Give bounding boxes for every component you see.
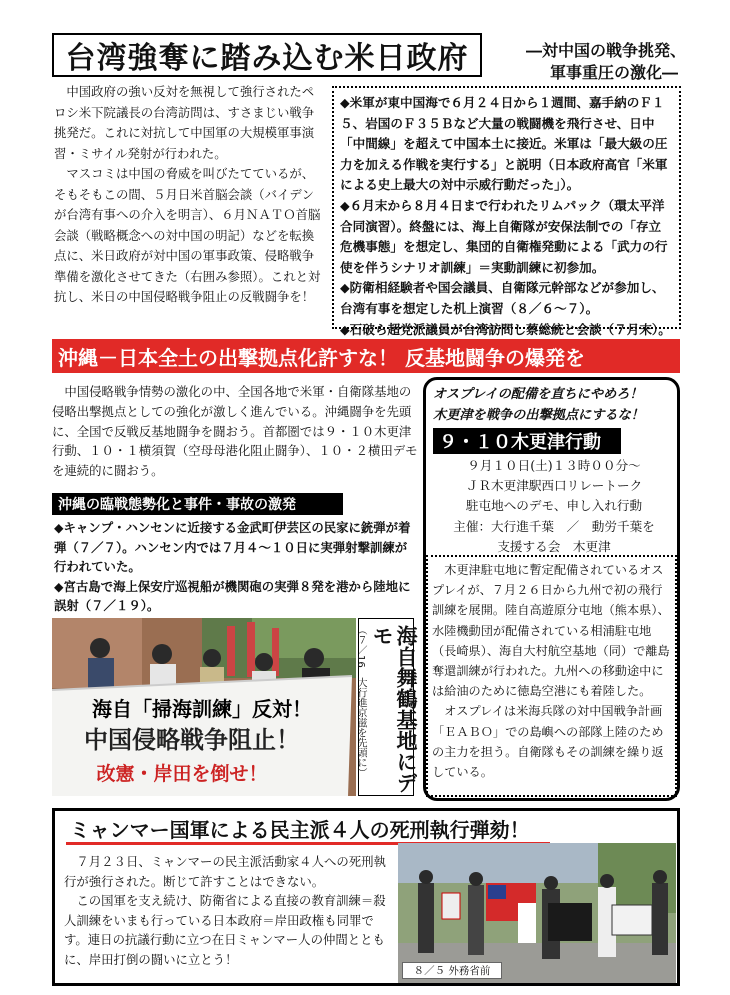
fact-item: ◆６月末から８月４日まで行われたリムパック（環太平洋合同演習）。終盤には、海上自衛隊が安保法制での「存立危機事態」を想定し、集団的自衛権発動による「武力の行使を伴うシナリオ訓練」＝実動訓練に初参加。 [340, 197, 668, 275]
banner-line-3: 改憲・岸田を倒せ！ [96, 763, 268, 785]
main-title: 台湾強奪に踏み込む米日政府 [52, 33, 482, 77]
kisarazu-action-title: ９・１０木更津行動 [433, 428, 621, 454]
myanmar-title: ミャンマー国軍による民主派４人の死刑執行弾劾！ [66, 815, 550, 845]
action-place: ＪＲ木更津駅西口リレートーク [465, 478, 643, 494]
myanmar-text [64, 852, 394, 970]
myanmar-paragraph: ７月２３日、ミャンマーの民主派活動家４人への死刑執行が強行された。断じて許すことはできない。 [64, 854, 386, 889]
intro-text [54, 82, 324, 308]
incident-item: ◆キャンプ・ハンセンに近接する金武町伊芸区の民家に銃弾が着弾（７／７）。ハンセン内では７月４～１０日に実弾射撃訓練が行われていた。 [54, 520, 411, 575]
intro-paragraph-2: マスコミは中国の脅威を叫びたてているが、そもそもこの間、５月日米首脳会談（バイデンが台湾有事への介入を明言）、６月ＮＡＴＯ首脳会談（戦略概念への対中国の明記）などを転換点に、米日政府が対中国の軍事政策、侵略戦争準備を激化させてきた（右囲み参照）。これと対抗し、米日の中国侵略戦争阻止の反戦闘争を！ [54, 166, 321, 304]
caption-title: 海自舞鶴基地にデモ [370, 625, 418, 793]
incidents-subheading: 沖縄の臨戦態勢化と事件・事故の激発 [52, 493, 343, 515]
facts-box [332, 86, 681, 337]
action-info [432, 456, 676, 557]
intro-paragraph-1: 中国政府の強い反対を無視して強行されたペロシ米下院議長の台湾訪問は、すさまじい戦争挑発だ。これに対抗して中国軍の大規模軍事演習・ミサイル発射が行われた。 [54, 84, 315, 161]
fact-item: ◆防衛相経験者や国会議員、自衛隊元幹部などが参加し、台湾有事を想定した机上演習（８／６～７）。 [340, 280, 665, 316]
okinawa-text [52, 382, 420, 481]
action-date: ９月１０日(土)１３時００分～ [467, 458, 641, 473]
okinawa-headline-bar: 沖縄－日本全土の出撃拠点化許すな！ 反基地闘争の爆発を [52, 339, 680, 373]
myanmar-paragraph: この国軍を支え続け、防衛省による直接の教育訓練＝殺人訓練をいまも行っている日本政府＝岸田政権も同罪です。連日の抗議行動に立つ在日ミャンマー人の仲間とともに、岸田打倒の闘いに立とう！ [64, 893, 386, 967]
osprey-note [426, 555, 677, 797]
banner-line-1: 海自「掃海訓練」反対！ [92, 697, 312, 721]
protest-photo-caption: ８／５ 外務省前 [402, 962, 502, 979]
action-organizer: 主催：大行進千葉 ／ 動労千葉を [453, 518, 655, 534]
slogan-line-2: 木更津を戦争の出撃拠点にするな！ [433, 408, 644, 423]
osprey-note-paragraph: オスプレイは米海兵隊の対中国戦争計画「ＥＡＢＯ」での島嶼への部隊上陸のための主力を担う。自衛隊もその訓練を繰り返している。 [432, 704, 664, 780]
demo-photo-caption [355, 618, 418, 796]
subtitle-line1: ―対中国の戦争挑発、 [525, 41, 686, 60]
caption-detail: （７／16 大行進京滋を先頭に） [355, 625, 366, 778]
incident-item: ◆宮古島で海上保安庁巡視船が機関砲の実弾８発を港から陸地に誤射（７／１９）。 [54, 578, 411, 614]
slogan-line-1: オスプレイの配備を直ちにやめろ！ [433, 387, 643, 402]
okinawa-paragraph: 中国侵略戦争情勢の激化の中、全国各地で米軍・自衛隊基地の侵略出撃拠点としての強化が激しく進んでいる。沖縄闘争を先頭に、全国で反戦反基地闘争を闘おう。首都圏では９・１０木更津行動、１０・１横須賀（空母母港化阻止闘争）、１０・２横田デモを連続的に闘おう。 [52, 384, 418, 479]
demo-photo [52, 618, 356, 796]
demo-photo-illustration [52, 618, 356, 796]
fact-item: ◆米軍が東中国海で６月２４日から１週間、嘉手納のＦ１５、岩国のＦ３５Ｂなど大量の戦闘機を飛行させ、日中「中間線」を超えて中国本土に接近。米軍は「最大級の圧力を加える作戦を実行する」と説明（日本政府高官「米軍による史上最大の対中示威行動だった」）。 [340, 95, 668, 193]
action-demo: 駐屯地へのデモ、申し入れ行動 [465, 498, 643, 514]
banner-line-2: 中国侵略戦争阻止！ [84, 726, 300, 754]
fact-item: ◆石破ら超党派議員が台湾訪問し蔡総統と会談（７月末）。 [340, 321, 671, 337]
subtitle-line2: 軍事重圧の激化― [549, 63, 678, 82]
incidents-list [54, 518, 416, 616]
action-organizer-2: 支援する会 木更津 [497, 538, 611, 554]
osprey-note-paragraph: 木更津駐屯地に暫定配備されているオスプレイが、７月２６日から九州で初の飛行訓練を展開。陸自高遊原分屯地（熊本県）、水陸機動団が配備されている相浦駐屯地（長崎県）、海自大村航空基地（同）で離島奪還訓練が行われた。九州への移動途中には給油のために徳島空港にも着陸した。 [432, 563, 670, 699]
osprey-slogan [433, 384, 673, 426]
